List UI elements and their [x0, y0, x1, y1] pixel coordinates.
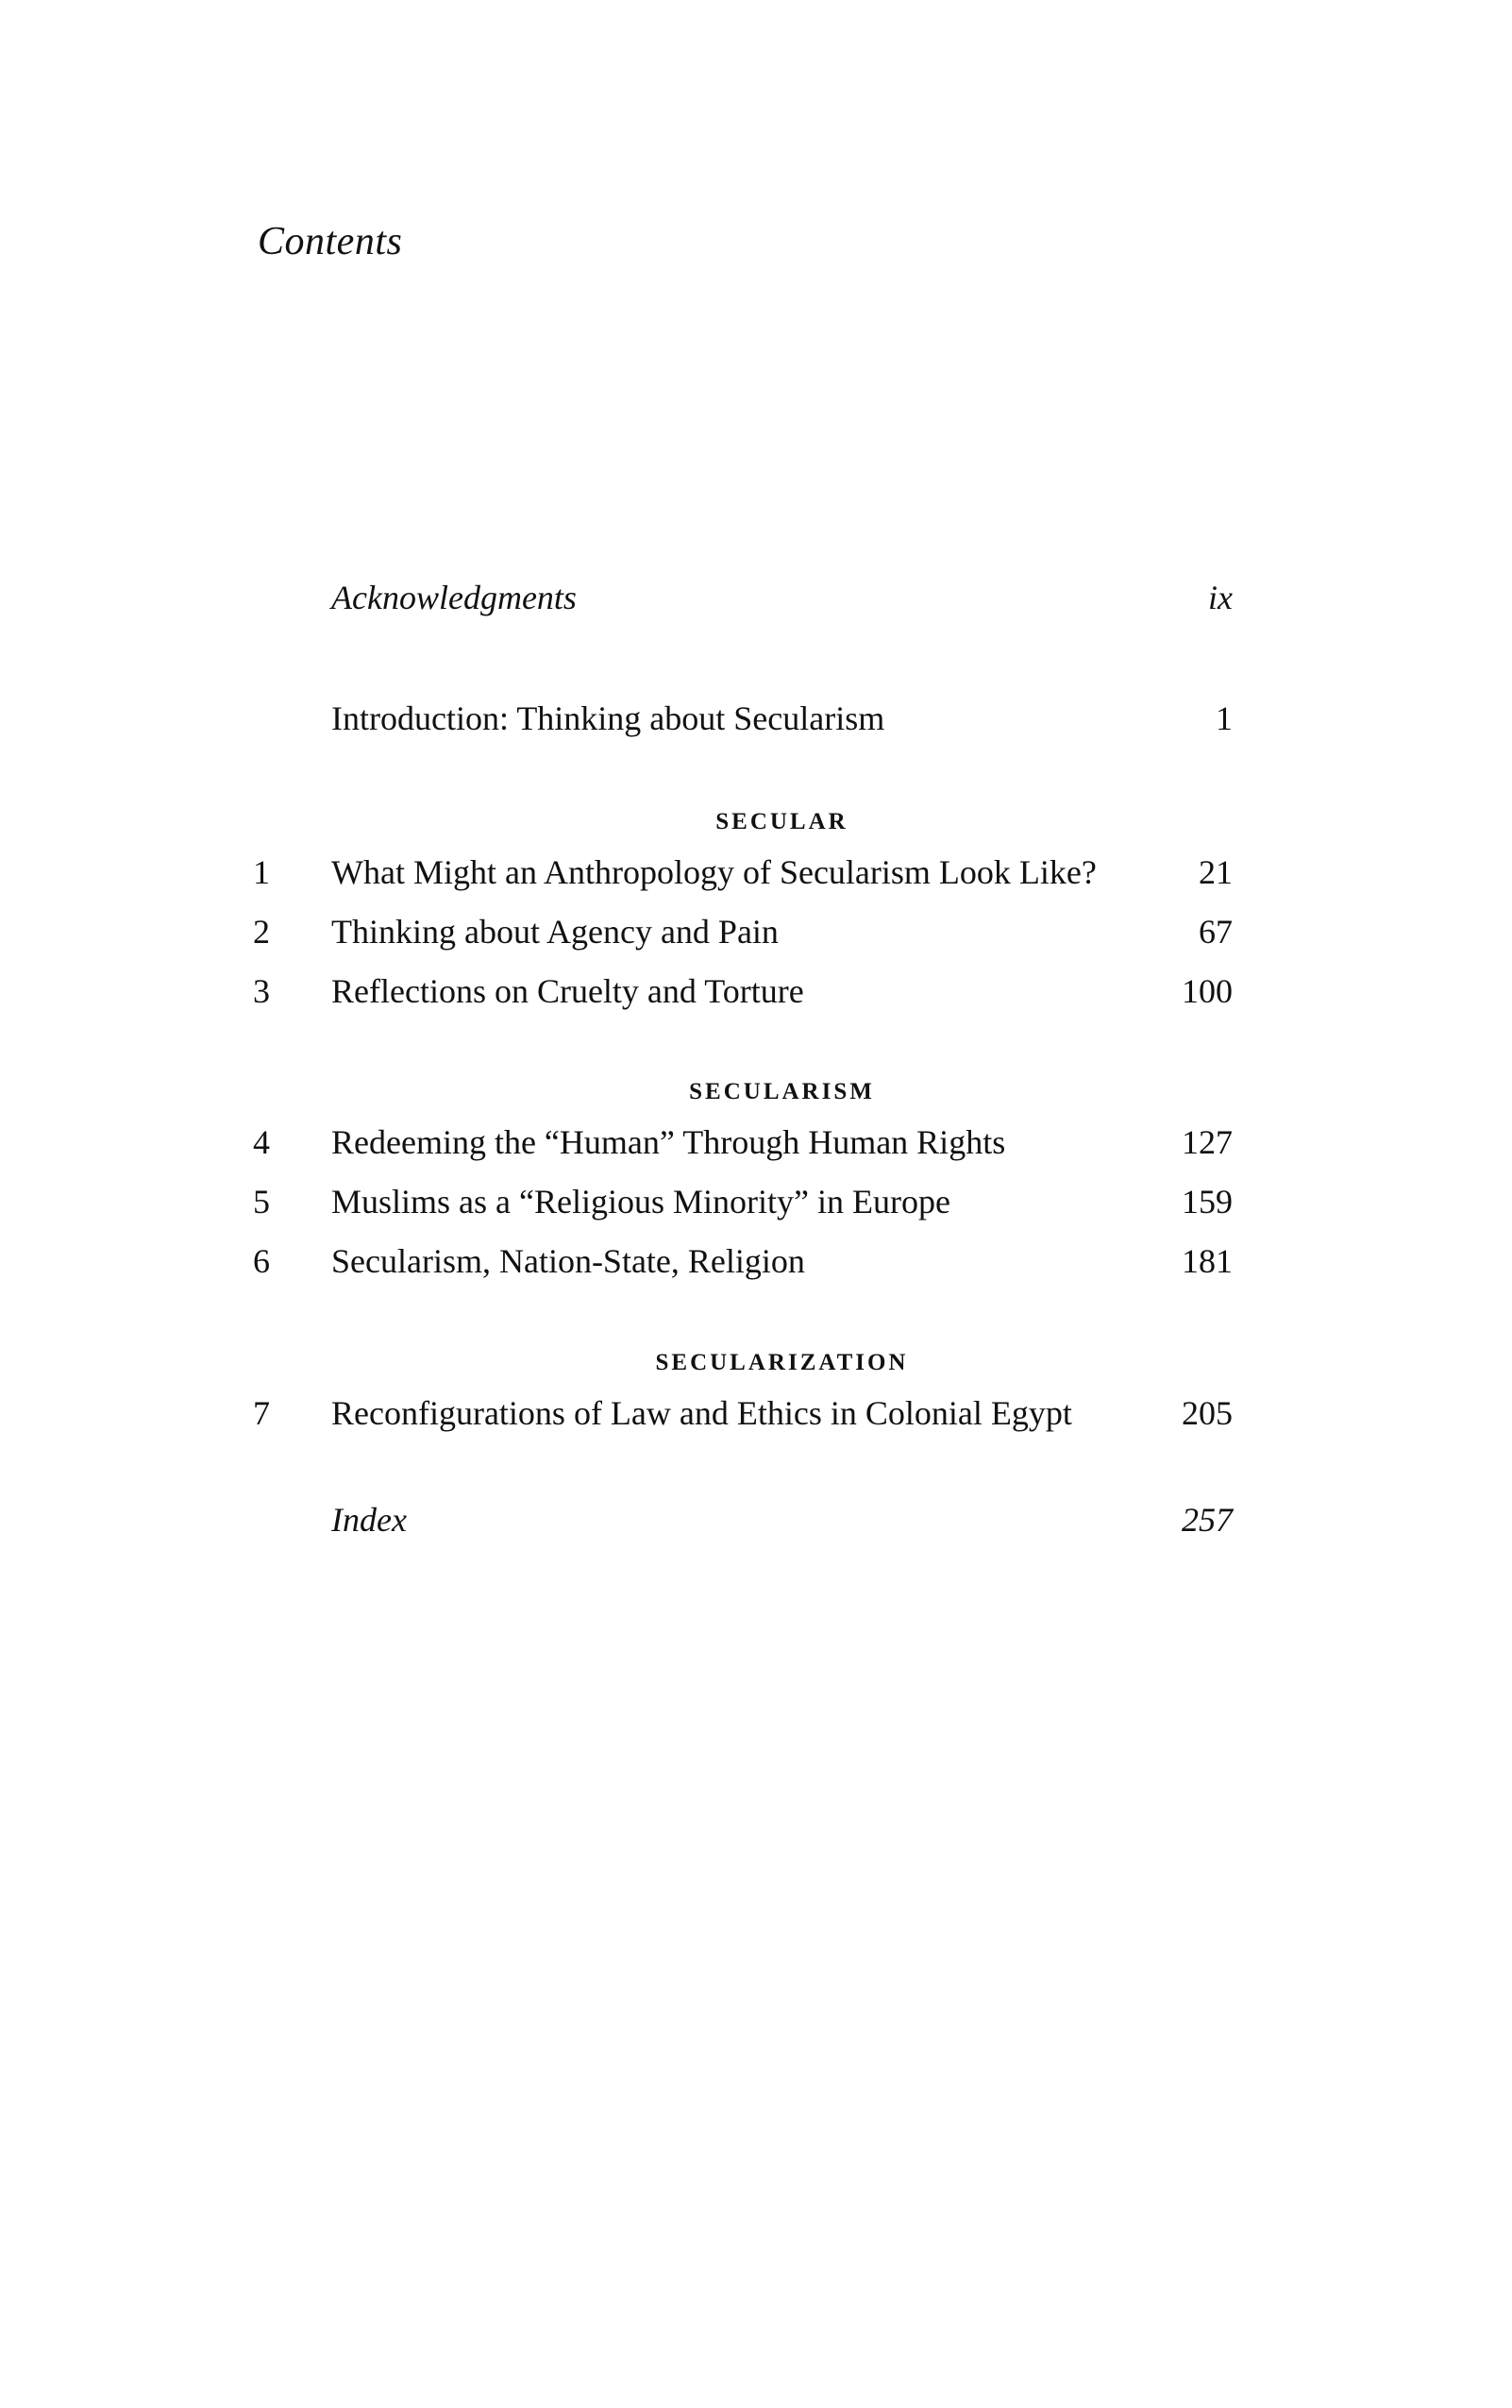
section-heading-secular: SECULAR: [715, 809, 848, 834]
toc-entry-index[interactable]: [0, 1500, 1512, 1553]
toc-entry-page: 181: [1182, 1242, 1233, 1280]
toc-entry-title: Secularism, Nation-State, Religion: [331, 1242, 805, 1280]
toc-entry-title: Redeeming the “Human” Through Human Rights: [331, 1123, 1006, 1161]
toc-entry-title: Introduction: Thinking about Secularism: [331, 699, 885, 737]
chapter-number: 4: [253, 1123, 270, 1161]
chapter-number: 2: [253, 913, 270, 951]
toc-entry-title: Acknowledgments: [331, 579, 577, 616]
chapter-number: 5: [253, 1183, 270, 1221]
page-heading: Contents: [258, 220, 403, 263]
toc-entry-chapter-4[interactable]: [0, 1122, 1512, 1175]
toc-entry-page: 127: [1182, 1123, 1233, 1161]
toc-entry-title: What Might an Anthropology of Secularism Look Like?: [331, 853, 1097, 891]
toc-entry-page: 159: [1182, 1183, 1233, 1221]
section-heading-secularism: SECULARISM: [689, 1079, 875, 1104]
toc-entry-page: ix: [1208, 579, 1233, 616]
toc-entry-chapter-5[interactable]: [0, 1182, 1512, 1235]
toc-entry-chapter-1[interactable]: [0, 852, 1512, 905]
toc-entry-title: Reconfigurations of Law and Ethics in Colonial Egypt: [331, 1394, 1072, 1432]
toc-entry-page: 257: [1182, 1501, 1233, 1539]
chapter-number: 1: [253, 853, 270, 891]
toc-entry-page: 67: [1199, 913, 1233, 951]
chapter-number: 3: [253, 972, 270, 1010]
section-heading-secularization: SECULARIZATION: [655, 1350, 909, 1375]
toc-entry-acknowledgments[interactable]: [0, 578, 1512, 631]
toc-entry-title: Reflections on Cruelty and Torture: [331, 972, 804, 1010]
toc-entry-chapter-3[interactable]: [0, 971, 1512, 1024]
toc-entry-introduction[interactable]: [0, 699, 1512, 751]
chapter-number: 7: [253, 1394, 270, 1432]
toc-entry-page: 100: [1182, 972, 1233, 1010]
chapter-number: 6: [253, 1242, 270, 1280]
toc-entry-page: 205: [1182, 1394, 1233, 1432]
toc-entry-title: Index: [331, 1501, 407, 1539]
toc-entry-chapter-7[interactable]: [0, 1393, 1512, 1446]
toc-entry-chapter-2[interactable]: [0, 912, 1512, 965]
toc-entry-chapter-6[interactable]: [0, 1241, 1512, 1294]
toc-entry-title: Muslims as a “Religious Minority” in Europe: [331, 1183, 950, 1221]
toc-entry-page: 1: [1216, 699, 1233, 737]
toc-entry-page: 21: [1199, 853, 1233, 891]
toc-entry-title: Thinking about Agency and Pain: [331, 913, 779, 951]
